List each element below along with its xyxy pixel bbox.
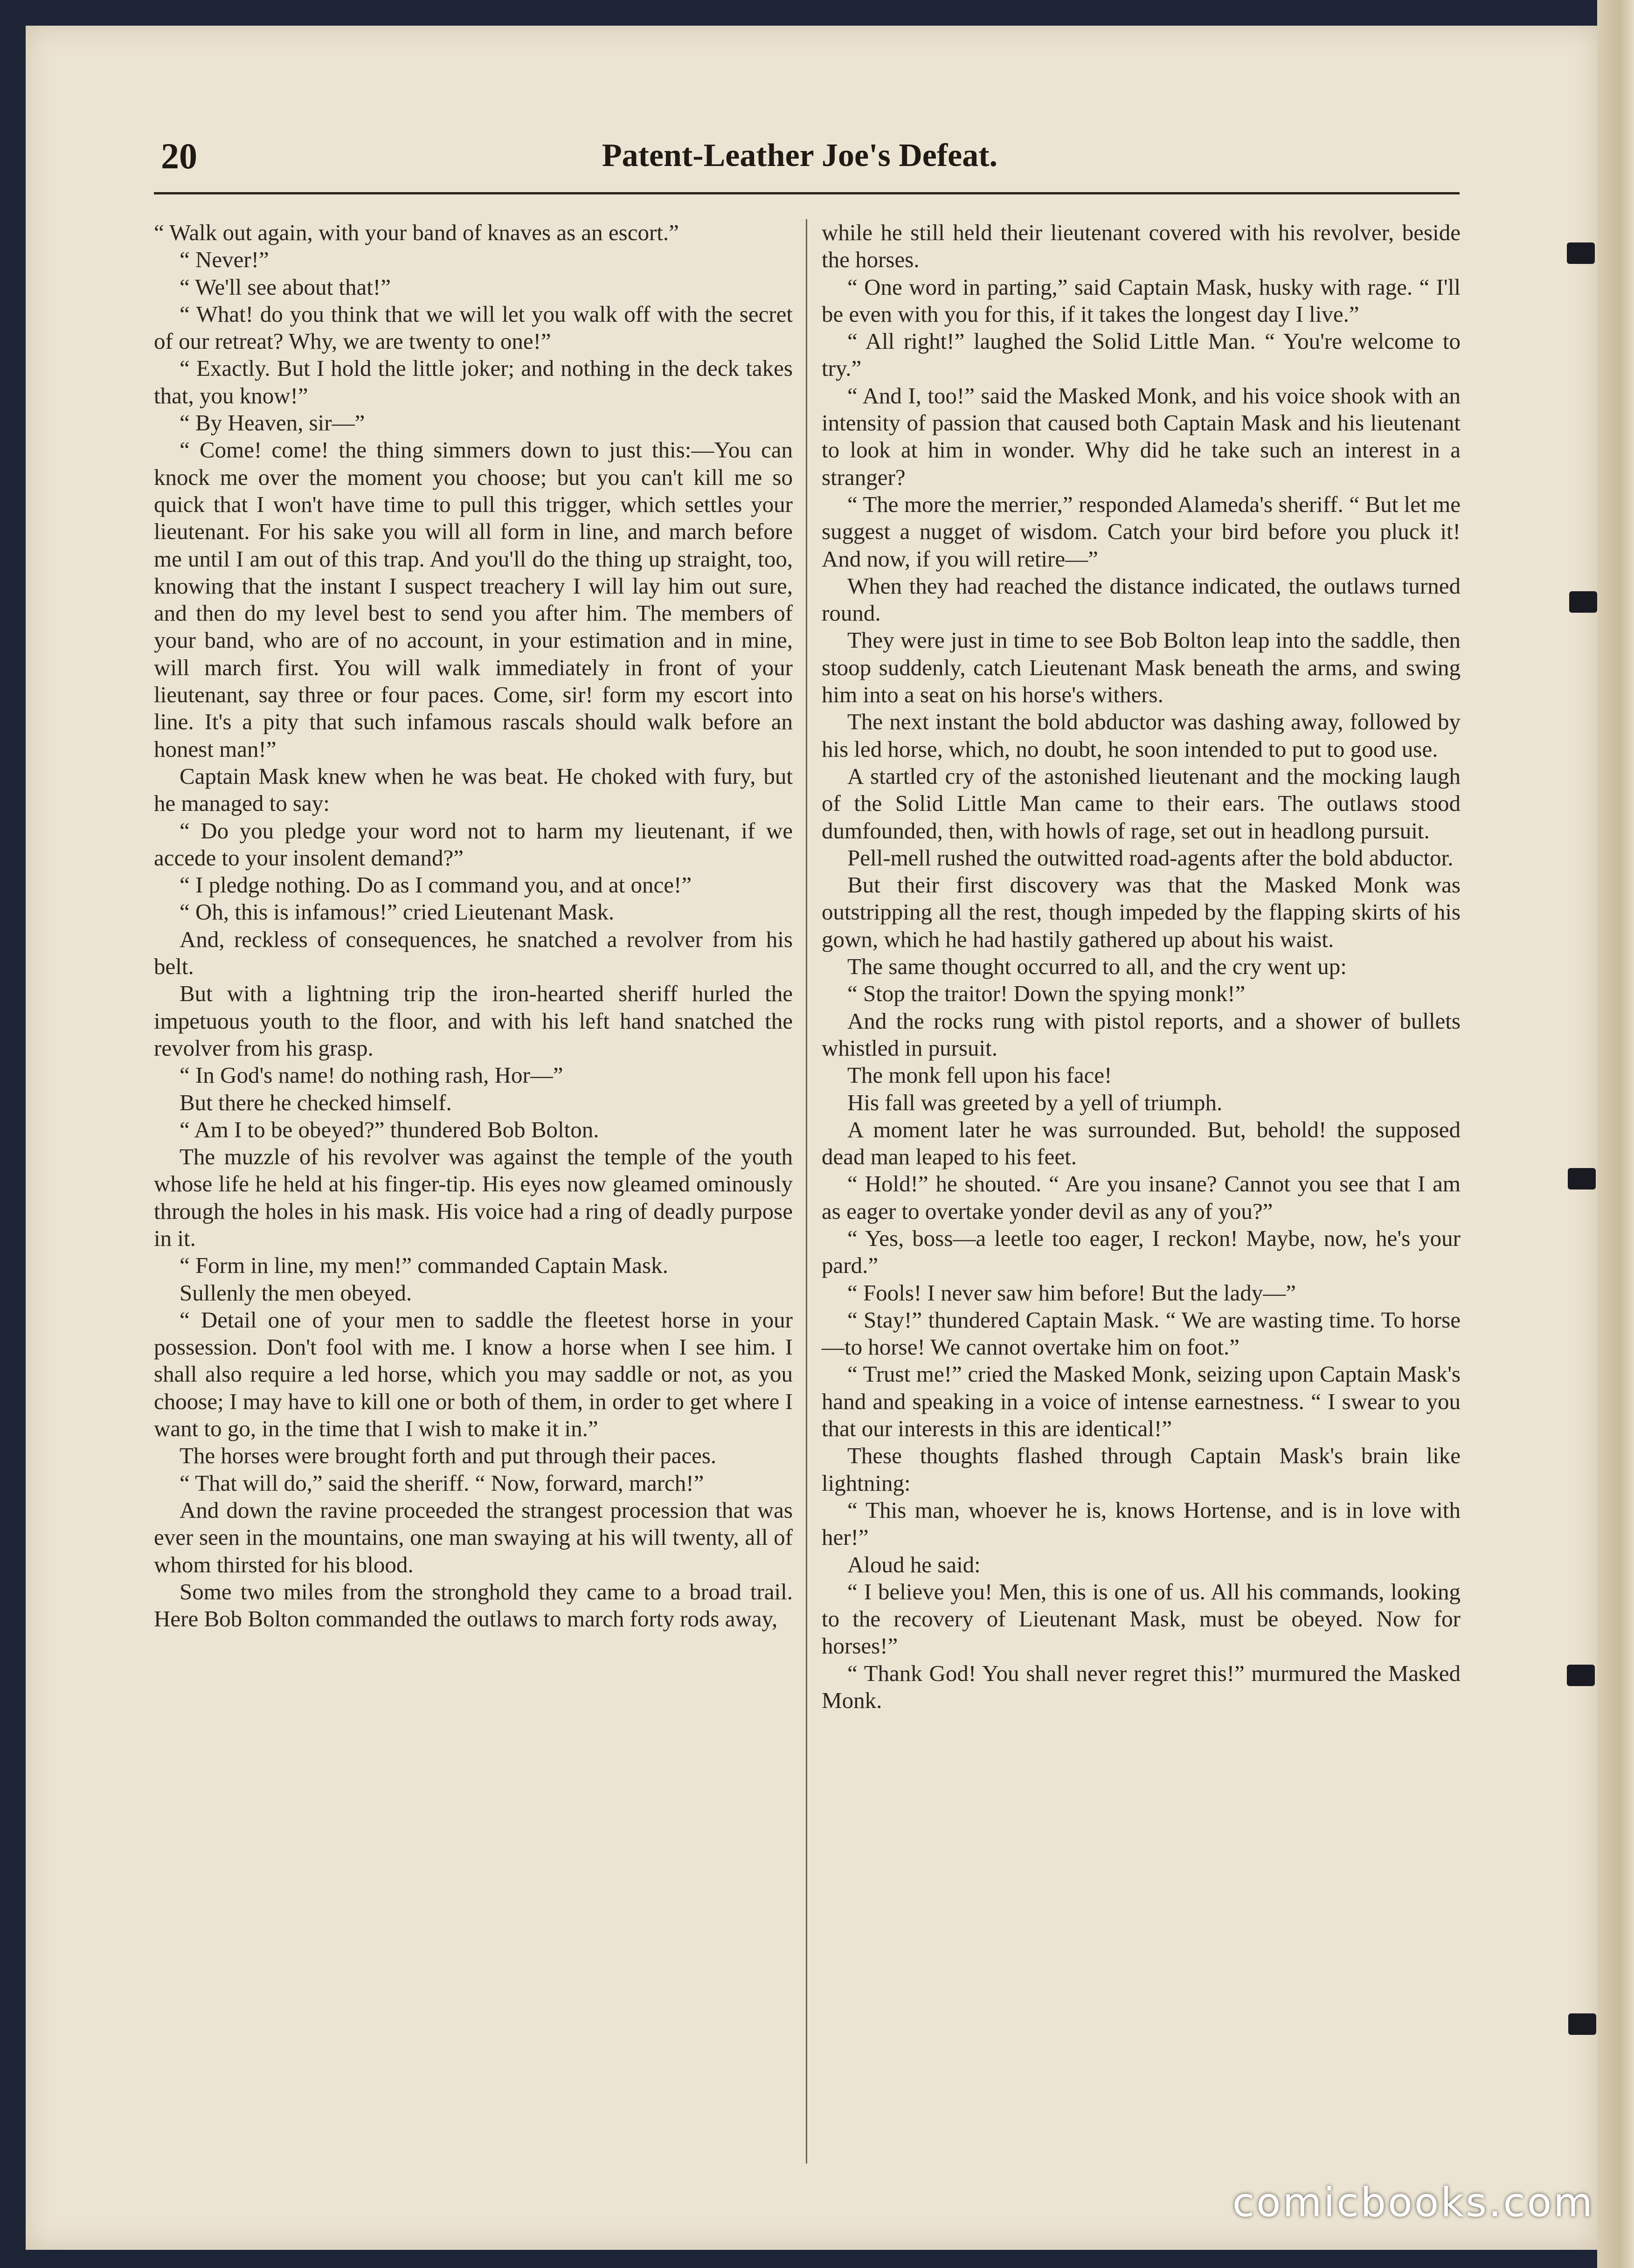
staple-mark-4 — [1567, 1665, 1595, 1686]
paragraph: “ Come! come! the thing simmers down to just this:—You can knock me over the moment you choose; but you can't kill me so quick that I won't have time to pull this trigger, which settles your lieutenant. For his sake you will all form in line, and march before me until I am out of this trap. And you'll do the thing up straight, too, knowing that the instant I suspect treachery I will lay him out sure, and then do my level best to send you after him. The members of your band, who are of no account, in your estimation and in mine, will march first. You will walk immediately in front of your lieutenant, say three or four paces. Come, sir! form my escort into line. It's a pity that such infamous rascals should walk before an honest man!” — [154, 437, 793, 762]
paragraph: “ Oh, this is infamous!” cried Lieutenant Mask. — [180, 899, 615, 925]
paragraph: “ Do you pledge your word not to harm my lieutenant, if we accede to your insolent demand?” — [154, 817, 793, 871]
paragraph: But there he checked himself. — [180, 1089, 452, 1115]
paragraph: “ I believe you! Men, this is one of us. All his commands, looking to the recovery of Lieutenant Mask, must be obeyed. Now for horses!” — [822, 1578, 1461, 1659]
left-column — [154, 219, 793, 1632]
paragraph: “ Am I to be obeyed?” thundered Bob Bolton. — [180, 1116, 599, 1142]
paragraph: When they had reached the distance indicated, the outlaws turned round. — [822, 573, 1461, 626]
staple-mark-1 — [1567, 242, 1595, 264]
paragraph: “ What! do you think that we will let you walk off with the secret of our retreat? Why, we are twenty to one!” — [154, 301, 793, 354]
paragraph: Captain Mask knew when he was beat. He choked with fury, but he managed to say: — [154, 763, 793, 816]
paragraph: They were just in time to see Bob Bolton leap into the saddle, then stoop suddenly, catch Lieutenant Mask beneath the arms, and swing him into a seat on his horse's withers. — [822, 627, 1461, 708]
paragraph: “ By Heaven, sir—” — [180, 410, 365, 436]
paragraph: The next instant the bold abductor was dashing away, followed by his led horse, which, no doubt, he soon intended to put to good use. — [822, 709, 1461, 762]
paragraph: And, reckless of consequences, he snatched a revolver from his belt. — [154, 926, 793, 980]
paragraph: “ This man, whoever he is, knows Hortense, and is in love with her!” — [822, 1497, 1461, 1550]
column-divider — [806, 219, 807, 2164]
paragraph: “ Trust me!” cried the Masked Monk, seizing upon Captain Mask's hand and speaking in a voice of intense earnestness. “ I swear to you that our interests in this are identical!” — [822, 1361, 1461, 1442]
running-title: Patent-Leather Joe's Defeat. — [602, 138, 998, 173]
staple-mark-5 — [1568, 2013, 1596, 2035]
paragraph: The horses were brought forth and put through their paces. — [180, 1443, 717, 1469]
right-column — [822, 219, 1461, 1714]
paragraph: “ Thank God! You shall never regret this!” murmured the Masked Monk. — [822, 1660, 1461, 1714]
watermark-logo: comicbooks.com — [1232, 2179, 1594, 2226]
paragraph: But with a lightning trip the iron-hearted sheriff hurled the impetuous youth to the floor, and with his left hand snatched the revolver from his grasp. — [154, 981, 793, 1061]
paragraph: “ Hold!” he shouted. “ Are you insane? Cannot you see that I am as eager to overtake yonder devil as any of you?” — [822, 1171, 1461, 1224]
paragraph: These thoughts flashed through Captain Mask's brain like lightning: — [822, 1443, 1461, 1496]
paragraph: “ Stop the traitor! Down the spying monk!” — [847, 981, 1246, 1007]
paragraph: “ I pledge nothing. Do as I command you, and at once!” — [180, 872, 692, 898]
paragraph: “ In God's name! do nothing rash, Hor—” — [180, 1062, 563, 1088]
paragraph: “ We'll see about that!” — [180, 274, 391, 300]
paragraph: A startled cry of the astonished lieutenant and the mocking laugh of the Solid Little Man came to their ears. The outlaws stood dumfounded, then, with howls of rage, set out in headlong pursuit. — [822, 763, 1461, 844]
paragraph: “ One word in parting,” said Captain Mask, husky with rage. “ I'll be even with you for this, if it takes the longest day I live.” — [822, 274, 1461, 327]
staple-mark-3 — [1568, 1168, 1596, 1189]
paragraph: “ Form in line, my men!” commanded Captain Mask. — [180, 1252, 668, 1279]
paragraph: “ Yes, boss—a leetle too eager, I reckon! Maybe, now, he's your pard.” — [822, 1225, 1461, 1279]
header-rule — [154, 192, 1460, 194]
paragraph: And the rocks rung with pistol reports, and a shower of bullets whistled in pursuit. — [822, 1008, 1461, 1061]
page-header — [140, 135, 1460, 187]
paragraph: “ Never!” — [180, 247, 269, 273]
paragraph: “ That will do,” said the sheriff. “ Now, forward, march!” — [180, 1470, 704, 1496]
paragraph: His fall was greeted by a yell of triumph. — [847, 1089, 1223, 1115]
paragraph: Some two miles from the stronghold they came to a broad trail. Here Bob Bolton commanded the outlaws to march forty rods away, — [154, 1578, 793, 1632]
paragraph: while he still held their lieutenant covered with his revolver, beside the horses. — [822, 220, 1461, 273]
paragraph: “ And I, too!” said the Masked Monk, and his voice shook with an intensity of passion that caused both Captain Mask and his lieutenant to look at him in wonder. Why did he take such an interest in a stranger? — [822, 382, 1461, 490]
paragraph: “ Detail one of your men to saddle the fleetest horse in your possession. Don't fool with me. I know a horse when I see him. I shall also require a led horse, which you may saddle or not, as you choose; I may have to kill one or both of them, in order to get where I want to go, in the time that I wish to make it in.” — [154, 1307, 793, 1442]
paragraph: A moment later he was surrounded. But, behold! the supposed dead man leaped to his feet. — [822, 1116, 1461, 1170]
paragraph: The same thought occurred to all, and the cry went up: — [847, 954, 1347, 980]
paragraph: Aloud he said: — [847, 1551, 981, 1577]
paragraph: “ The more the merrier,” responded Alameda's sheriff. “ But let me suggest a nugget of wisdom. Catch your bird before you pluck it! And now, if you will retire—” — [822, 491, 1461, 572]
paragraph: And down the ravine proceeded the strangest procession that was ever seen in the mountains, one man swaying at his will twenty, all of whom thirsted for his blood. — [154, 1497, 793, 1577]
paragraph: “ Walk out again, with your band of knaves as an escort.” — [154, 220, 679, 245]
paragraph: Pell-mell rushed the outwitted road-agents after the bold abductor. — [847, 844, 1454, 871]
paragraph: “ Exactly. But I hold the little joker; and nothing in the deck takes that, you know!” — [154, 355, 793, 408]
staple-mark-2 — [1569, 591, 1597, 613]
page-edge-strip — [1597, 0, 1634, 2268]
paragraph: Sullenly the men obeyed. — [180, 1279, 412, 1306]
paragraph: But their first discovery was that the Masked Monk was outstripping all the rest, though impeded by the flapping skirts of his gown, which he had hastily gathered up about his waist. — [822, 872, 1461, 952]
page-number: 20 — [161, 136, 197, 176]
paragraph: The muzzle of his revolver was against the temple of the youth whose life he held at his finger-tip. His eyes now gleamed ominously through the holes in his mask. His voice had a ring of deadly purpose in it. — [154, 1144, 793, 1251]
paragraph: “ All right!” laughed the Solid Little Man. “ You're welcome to try.” — [822, 328, 1461, 381]
paragraph: “ Fools! I never saw him before! But the lady—” — [847, 1279, 1296, 1306]
paragraph: The monk fell upon his face! — [847, 1062, 1112, 1088]
paragraph: “ Stay!” thundered Captain Mask. “ We are wasting time. To horse—to horse! We cannot overtake him on foot.” — [822, 1307, 1461, 1360]
